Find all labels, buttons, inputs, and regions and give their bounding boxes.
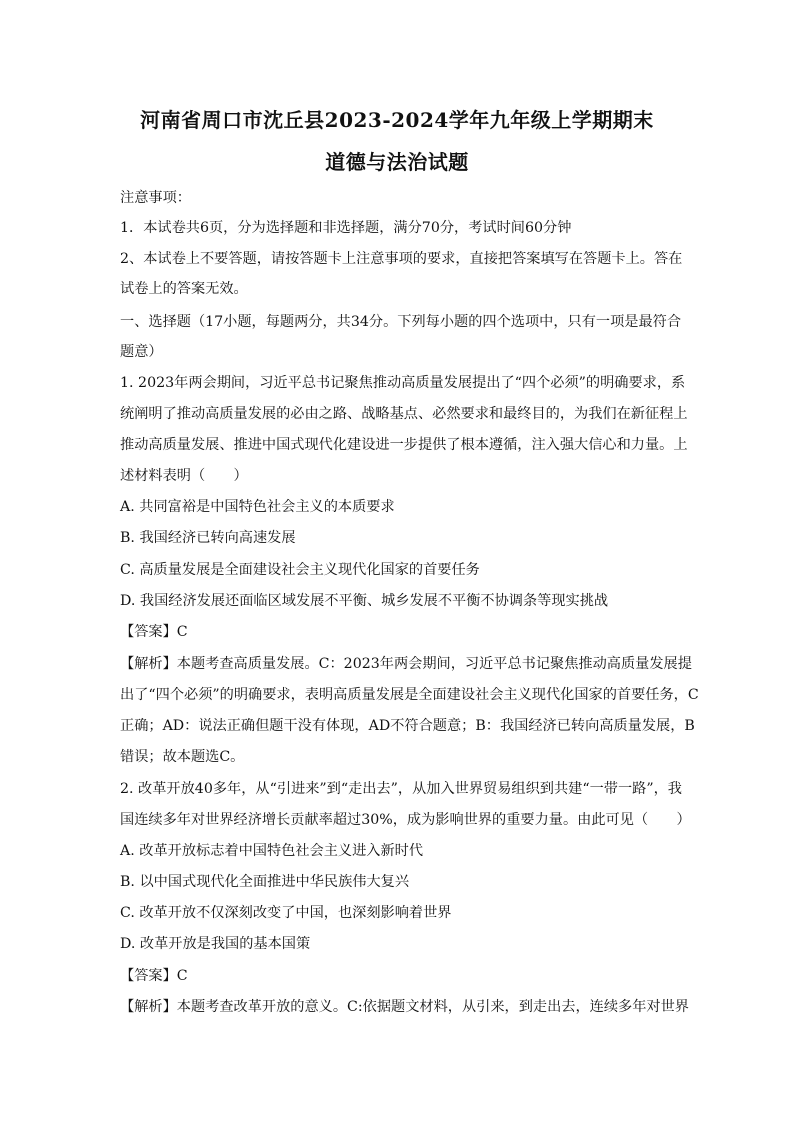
question-1-option-b: B. 我国经济已转向高速发展 (120, 530, 296, 546)
question-1-answer: 【答案】C (120, 624, 188, 640)
question-1-stem-line-2: 统阐明了推动高质量发展的必由之路、战略基点、必然要求和最终目的，为我们在新征程上 (120, 406, 688, 422)
document-subtitle: 道德与法治试题 (325, 150, 469, 174)
question-2-option-c: C. 改革开放不仅深刻改变了中国，也深刻影响着世界 (120, 905, 452, 921)
notes-heading: 注意事项： (120, 190, 191, 206)
question-1-option-a: A. 共同富裕是中国特色社会主义的本质要求 (120, 499, 395, 515)
notes-item-2-line-1: 2、本试卷上不要答题，请按答题卡上注意事项的要求，直接把答案填写在答题卡上。答在 (120, 251, 683, 267)
question-1-stem-line-4: 述材料表明（ ） (120, 468, 248, 484)
question-2-option-a: A. 改革开放标志着中国特色社会主义进入新时代 (120, 843, 424, 859)
question-1-option-c: C. 高质量发展是全面建设社会主义现代化国家的首要任务 (120, 562, 480, 578)
question-1-analysis-line-4: 错误；故本题选C。 (120, 749, 245, 765)
question-2-option-b: B. 以中国式现代化全面推进中华民族伟大复兴 (120, 874, 410, 890)
document-title: 河南省周口市沈丘县2023-2024学年九年级上学期期末 (140, 108, 654, 132)
question-1-option-d: D. 我国经济发展还面临区域发展不平衡、城乡发展不平衡不协调条等现实挑战 (120, 593, 609, 609)
question-1-stem-line-3: 推动高质量发展、推进中国式现代化建设进一步提供了根本遵循，注入强大信心和力量。上 (120, 437, 688, 453)
question-1-analysis-line-1: 【解析】本题考查高质量发展。C：2023年两会期间，习近平总书记聚焦推动高质量发展提 (120, 656, 692, 672)
section-heading-line-2: 题意） (120, 344, 163, 360)
question-2-answer: 【答案】C (120, 968, 188, 984)
question-2-stem-line-2: 国连续多年对世界经济增长贡献率超过30%，成为影响世界的重要力量。由此可见（ ） (120, 812, 691, 828)
notes-item-2-line-2: 试卷上的答案无效。 (120, 281, 248, 297)
question-2-analysis-line-1: 【解析】本题考查改革开放的意义。C:依据题文材料，从引来，到走出去，连续多年对世界 (120, 999, 689, 1015)
question-2-stem-line-1: 2. 改革开放40多年，从“引进来”到“走出去”，从加入世界贸易组织到共建“一带一路”，我 (120, 781, 682, 797)
question-2-option-d: D. 改革开放是我国的基本国策 (120, 936, 311, 952)
notes-item-1: 1．本试卷共6页，分为选择题和非选择题，满分70分，考试时间60分钟 (120, 220, 572, 236)
question-1-stem-line-1: 1. 2023年两会期间，习近平总书记聚焦推动高质量发展提出了“四个必须”的明确要求，系 (120, 375, 686, 391)
question-1-analysis-line-3: 正确；AD：说法正确但题干没有体现，AD不符合题意；B：我国经济已转向高质量发展，B (120, 718, 695, 734)
section-heading-line-1: 一、选择题（17小题，每题两分，共34分。下列每小题的四个选项中，只有一项是最符合 (120, 314, 682, 330)
question-1-analysis-line-2: 出了“四个必须”的明确要求，表明高质量发展是全面建设社会主义现代化国家的首要任务，C (120, 687, 699, 703)
